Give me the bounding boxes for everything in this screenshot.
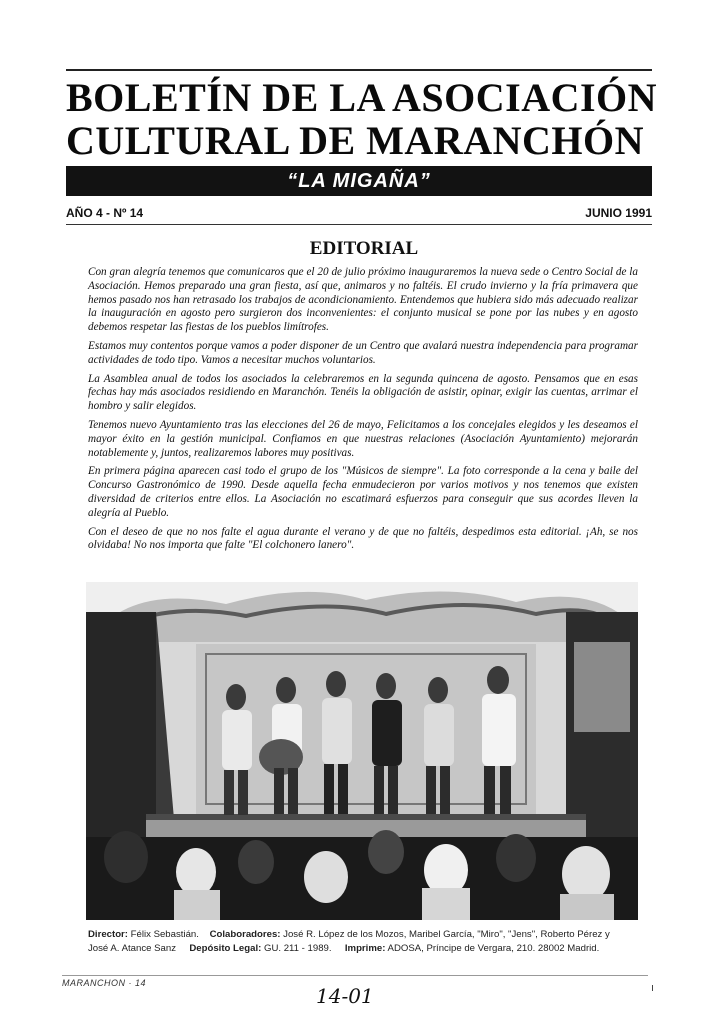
editorial-paragraph: Con el deseo de que no nos falte el agua durante el verano y de que no faltéis, despedimos esta editorial. ¡Ah, se nos olvidaba! No nos importa que falte "El colchonero lanero".	[88, 525, 638, 552]
legal-deposit: GU. 211 - 1989.	[263, 943, 332, 954]
issue-date: JUNIO 1991	[585, 206, 652, 220]
editorial-paragraph: Con gran alegría tenemos que comunicaros que el 20 de julio próximo inauguraremos la nueva sede o Centro Social de la Asociación. Hemos preparado una gran fiesta, así que, animaros y no faltéis. El crudo invierno y la fría primavera que hemos pasado nos han retrasado los trabajos de acondicionamiento. Entendemos que hubiera sido más adecuado realizar la inauguración en agosto pero surgieron dos inconvenientes: el conjunto musical se pone por las nubes y en agosto debemos respetar las fiestas de los pueblos limítrofes.	[88, 266, 638, 334]
editorial-heading: EDITORIAL	[309, 238, 419, 259]
collaborators-line1: José R. López de los Mozos, Maribel García, "Miro", "Jens", Roberto Pérez y	[283, 929, 610, 940]
collaborators-label: Colaboradores:	[209, 929, 281, 940]
credits-row	[88, 928, 648, 942]
editorial-paragraph: Estamos muy contentos porque vamos a poder disponer de un Centro que avalará nuestra independencia para programar actividades de todo tipo. Vamos a necesitar muchos voluntarios.	[88, 339, 638, 366]
director-name: Félix Sebastián.	[130, 929, 199, 940]
editorial-paragraph: En primera página aparecen casi todo el grupo de los "Músicos de siempre". La foto corresponde a la cena y baile del Concurso Gastronómico de 1990. Desde aquella fecha enmudecieron por varios motivos y nos tenemos que existen diversidad de criterios entre ellos. La Asociación no escatimará esfuerzos para conseguir que sus acordes lleven la alegría al Pueblo.	[88, 465, 638, 519]
footer-page-label: MARANCHON · 14	[62, 978, 147, 988]
editorial-paragraph: Tenemos nuevo Ayuntamiento tras las elecciones del 26 de mayo, Felicitamos a los concejales elegidos y les deseamos el mayor éxito en la gestión municipal. Confiamos en que nuestras relaciones (Asociación Ayuntamiento) mejorarán notablemente y, juntos, realizaremos labores muy positivas.	[88, 418, 638, 459]
masthead-title-line1: BOLETÍN DE LA ASOCIACIÓN	[66, 75, 658, 120]
director-label: Director:	[88, 929, 128, 940]
scan-mark	[652, 985, 653, 991]
printer-info: ADOSA, Príncipe de Vergara, 210. 28002 Madrid.	[387, 943, 600, 954]
credits	[88, 928, 648, 956]
issue-rule	[66, 224, 652, 225]
musicians-photo	[86, 582, 638, 920]
legal-label: Depósito Legal:	[189, 943, 262, 954]
issue-info	[66, 204, 652, 224]
footer-rule	[62, 975, 648, 976]
masthead-title	[66, 76, 656, 162]
credits-row	[88, 942, 648, 956]
handwritten-page-number: 14-01	[316, 984, 374, 1008]
collaborators-line2: José A. Atance Sanz	[88, 943, 177, 954]
editorial-paragraph: La Asamblea anual de todos los asociados la celebraremos en la segunda quincena de agosto. Pensamos que en esas fechas hay más asociados residiendo en Maranchón. Tenéis la obligación de asistir, opinar, exigir las cuentas, arrimar el hombro y salir elegidos.	[88, 372, 638, 413]
masthead-rule	[66, 69, 652, 71]
masthead-banner: “LA MIGAÑA”	[66, 166, 652, 196]
masthead-title-line2: CULTURAL DE MARANCHÓN	[66, 118, 644, 163]
printer-label: Imprime:	[344, 943, 386, 954]
issue-number: AÑO 4 - Nº 14	[66, 206, 144, 220]
editorial-body	[88, 266, 638, 558]
